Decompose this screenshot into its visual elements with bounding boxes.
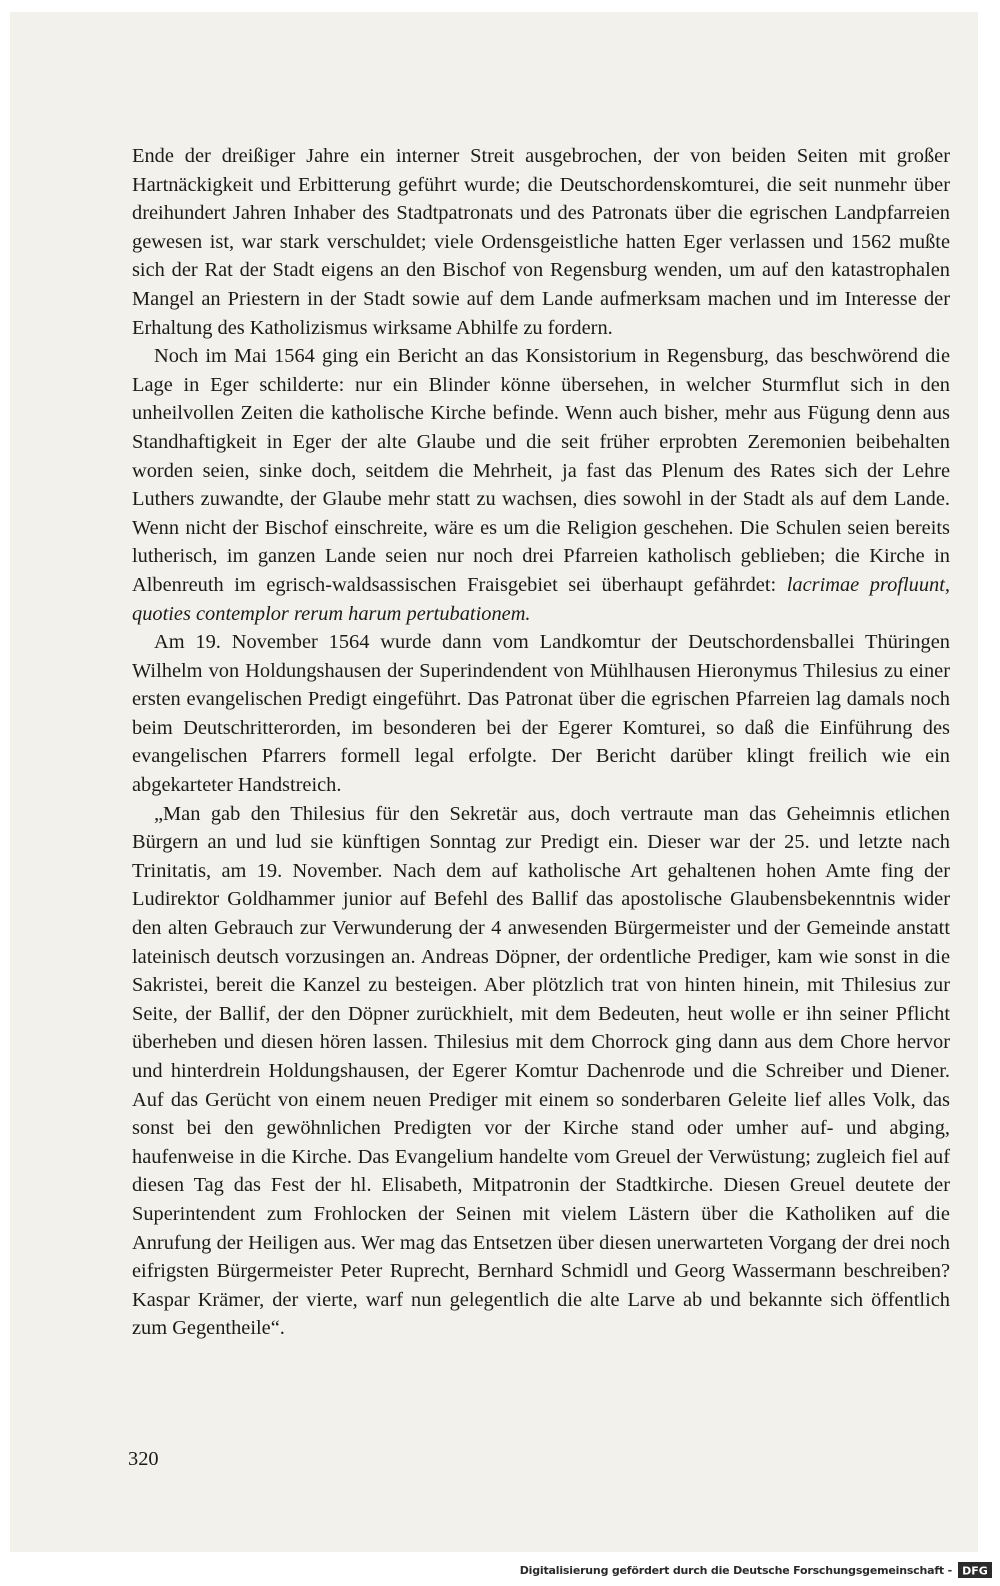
footer-credit: Digitalisierung gefördert durch die Deutsche Forschungsgemeinschaft -	[519, 1564, 952, 1577]
body-text	[132, 142, 950, 1343]
page-number: 320	[128, 1448, 159, 1470]
paragraph-4	[132, 800, 950, 1343]
paragraph-3-text: Am 19. November 1564 wurde dann vom Landkomtur der Deutschordensballei Thüringen Wilhelm von Holdungshausen der Superindendent von Mühlhausen Hieronymus Thilesius zu einer ersten evangelischen Predigt eingeführt. Das Patronat über die egrischen Pfarreien lag damals noch beim Deutschritterorden, im besonderen bei der Egerer Komturei, so daß die Einführung des evangelischen Pfarrers formell legal erfolgte. Der Bericht darüber klingt freilich wie ein abgekarteter Handstreich.	[132, 631, 950, 797]
paragraph-2	[132, 342, 950, 628]
paragraph-3	[132, 628, 950, 800]
book-page	[10, 12, 978, 1552]
dfg-logo-icon	[958, 1562, 992, 1578]
dfg-logo-text: DFG	[962, 1564, 988, 1578]
digitization-footer	[0, 1552, 1000, 1586]
paragraph-4-text: „Man gab den Thilesius für den Sekretär aus, doch vertraute man das Geheimnis etlichen Bürgern an und lud sie künftigen Sonntag zur Predigt ein. Dieser war der 25. und letzte nach Trinitatis, am 19. November. Nach dem auf katholische Art gehaltenen hohen Amte fing der Ludirektor Goldhammer junior auf Befehl des Ballif das apostolische Glaubensbekenntnis wider den alten Gebrauch zur Verwunderung der 4 anwesenden Bürgermeister und der Gemeinde anstatt lateinisch deutsch vorzusingen an. Andreas Döpner, der ordentliche Prediger, kam wie sonst in die Sakristei, bereit die Kanzel zu besteigen. Aber plötzlich trat von hinten hinein, mit Thilesius zur Seite, der Ballif, der den Döpner zurückhielt, mit dem Bedeuten, heut wolle er ihn seiner Pflicht überheben und diesen hören lassen. Thilesius mit dem Chorrock ging dann aus dem Chore hervor und hinterdrein Holdungshausen, der Egerer Komtur Dachenrode und die Schreiber und Diener. Auf das Gerücht von einem neuen Prediger mit einem so sonderbaren Geleite lief alles Volk, das sonst bei den gewöhnlichen Predigten vor der Kirche stand oder umher auf- und abging, haufenweise in die Kirche. Das Evangelium handelte vom Greuel der Verwüstung; zugleich fiel auf diesen Tag das Fest der hl. Elisabeth, Mitpatronin der Stadtkirche. Diesen Greuel deutete der Superintendent zum Frohlocken der Seinen mit vielem Lästern über die Katholiken auf die Anrufung der Heiligen aus. Wer mag das Entsetzen über diesen unerwarteten Vorgang der drei noch eifrigsten Bürgermeister Peter Ruprecht, Bernhard Schmidl und Georg Wassermann beschreiben? Kaspar Krämer, der vierte, warf nun gelegentlich die alte Larve ab und bekannte sich öffentlich zum Gegentheile“.	[132, 802, 950, 1340]
paragraph-1-text: Ende der dreißiger Jahre ein interner Streit ausgebrochen, der von beiden Seiten mit großer Hartnäckigkeit und Erbitterung geführt wurde; die Deutschordenskomturei, die seit nunmehr über dreihundert Jahren Inhaber des Stadtpatronats und des Patronats über die egrischen Landpfarreien gewesen ist, war stark verschuldet; viele Ordensgeistliche hatten Eger verlassen und 1562 mußte sich der Rat der Stadt eigens an den Bischof von Regensburg wenden, um auf den katastrophalen Mangel an Priestern in der Stadt sowie auf dem Lande aufmerksam machen und im Interesse der Erhaltung des Katholizismus wirksame Abhilfe zu fordern.	[132, 145, 950, 339]
paragraph-1	[132, 142, 950, 342]
latin-quote: lacrimae profluunt, quoties contemplor rerum harum pertubationem.	[132, 573, 950, 625]
paragraph-2-text: Noch im Mai 1564 ging ein Bericht an das Konsistorium in Regensburg, das beschwörend die Lage in Eger schilderte: nur ein Blinder könne übersehen, in welcher Sturmflut sich in den unheilvollen Zeiten die katholische Kirche befinde. Wenn auch bisher, mehr aus Fügung denn aus Standhaftigkeit in Eger der alte Glaube und die seit früher erprobten Zeremonien beibehalten worden seien, sinke doch, seitdem die Mehrheit, ja fast das Plenum des Rates sich der Lehre Luthers zuwandte, der Glaube mehr statt zu wachsen, dies sowohl in der Stadt als auf dem Lande. Wenn nicht der Bischof einschreite, wäre es um die Religion geschehen. Die Schulen seien bereits lutherisch, im ganzen Lande seien nur noch drei Pfarreien katholisch geblieben; die Kirche in Albenreuth im egrisch-waldsassischen Fraisgebiet sei überhaupt gefährdet:	[132, 345, 950, 596]
